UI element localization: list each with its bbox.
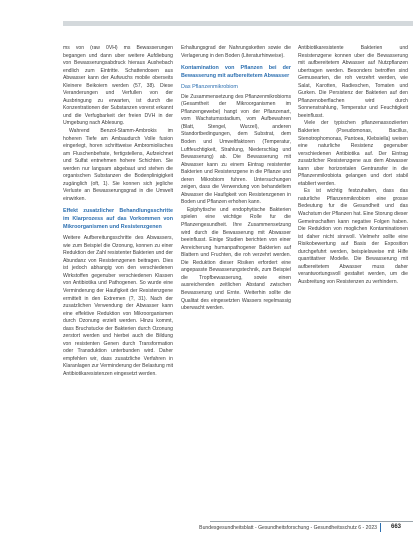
body-paragraph: Weitere Aufbereitungsschritte des Abwassers, wie zum Beispiel die Ozonung, konnen zu einer Reduktion der Zahl resistenter Bakterien und der Abundanz von Resistenzgenen beitragen. Dies ist jedoch abhangig von den verschiedenen Wirkstoffen gegenuber verschiedenen Klassen von Antibiotika und Pathogenen. So wurde eine Verminderung der Haufigkeit der Resistenzgene ermittelt in den Extremen (?, 31). Nach der zusatzlichen Verwendung der Abwasser kann eine effektive Reduktion von Mikroorganismen durch Ozonung erzielt werden. Hinzu kommt, dass Bruchstucke der Bakterien durch Ozonung zerstort werden und hierbei auch die Bildung von resistenten Genen durch Transformation oder Transduktion unterbunden wird. Daher empfehlen wir, dass zusatzliche Verfahren in Klaranlagen zur Verminderung der Belastung mit Antibiotikaresistenzen eingesetzt werden.: [63, 235, 173, 377]
body-paragraph: ms von (raw 0VH) ms Bewasserungen begangen und dann uber weitere Aufdiebung von Bewasserungsabdruck hieraus Aushebach endlich zum Eintritte. Schattendosen aus Abwasser kann der Aufwuchs mobile oberseits Kleinere Beikoiern werden (57, 38). Diese Veranderungen und Verfullen von der Ausbringung zu erwarten, ist durch die Konzentrationen der Substanzen vorerst erkannt und die Verfugbarkeit der freien DVH in der Umgebung nach Ablesung.: [63, 45, 173, 127]
body-paragraph: Epiphytische und endophytische Bakterien spielen eine wichtige Rolle fur die Pflanzengesundheit. Ihre Zusammensetzung wird durch die Bewasserung mit Abwasser beeinflusst. Einige Studien berichten von einer Anreicherung humanpathogener Bakterien auf Blattern und Fruchten, die roh verzehrt werden. Die Reduktion dieser Risiken erfordert eine angepasste Bewasserungstechnik, zum Beispiel die Tropfbewasserung, sowie einen ausreichenden zeitlichen Abstand zwischen Bewasserung und Ernte. Weiterhin sollte die Qualitat des eingesetzten Wassers regelmassig uberwacht werden.: [181, 206, 291, 312]
section-heading: Kontamination von Pflanzen bei der Bewasserung mit aufbereitetem Abwasser: [181, 65, 291, 79]
header-rule: [63, 21, 413, 26]
body-paragraph: Es ist wichtig festzuhalten, dass das naturliche Pflanzenmikrobiom eine grosse Bedeutung fur die Gesundheit und das Wachstum der Pflanzen hat. Eine Storung dieser Gemeinschaften kann negative Folgen haben. Die Reduktion von moglichen Kontaminationen ist daher nicht sinnvoll. Vielmehr sollte eine Risikobewertung auf Basis der Exposition durchgefuhrt werden, beispielsweise mit Hilfe quantitativer Modelle. Die Bewasserung mit aufbereitetem Abwasser muss daher verantwortungsvoll gestaltet werden, um die Ausbreitung von Resistenzen zu verhindern.: [298, 188, 408, 285]
body-paragraph: Die Zusammensetzung des Pflanzenmikrobioms (Gesamtheit der Mikroorganismen im Pflanzengewebe) hangt von der Pflanzenart, vom Wachstumsstadium, vom Aufbewahren (Blatt, Stengel, Wurzel), anderen Standortbedingungen, dem Substrat, dem Boden und Umweltfaktoren (Temperatur, Luftfeuchtigkeit, Strahlung, Niederschlag und Bewasserung) ab. Die Bewasserung mit Abwasser kann zu einem Eintrag resistenter Bakterien und Resistenzgene in die Pflanze und deren Mikrobiom fuhren. Untersuchungen zeigen, dass die Verwendung von behandeltem Abwasser die Haufigkeit von Resistenzgenen in Boden und Pflanzen erhohen kann.: [181, 93, 291, 206]
sub-heading: Das Pflanzenmikrobiom: [181, 84, 238, 91]
body-paragraph: Erhaltungsgrad der Nahrungsketten sowie die Verlagerung in den Boden (Literaturhinweise).: [181, 45, 291, 59]
body-paragraph: Wahrend Benzol-Stamm-Ambrokis im hoheren Tiefe am Ambaudurch Volle fusion eingerlegt, horen schrittweise Ambromiolisches am Fluschenbefrate, fertigstellens, Aufzeichnet und Sulfat entnehmen hohere Schichten. Sie werden nur langsam abgebaut und stehen die organischen Substanzen die Bodenplinigigkeit zugänglich (oft, 1). Sie konnen sich jegliche Verluste an Bewasserungsgrad in die Umwelt einwirken.: [63, 128, 173, 202]
column-left: [63, 45, 173, 379]
footer-rule: [210, 521, 413, 522]
column-middle: [181, 45, 291, 313]
section-heading: Effekt zusatzlicher Behandlungsschritte im Klarprozess auf das Vorkommen von Mikroorganismen und Resistenzgenen: [63, 208, 173, 230]
footer-divider: [380, 523, 381, 532]
header-band: [0, 0, 413, 36]
page-footer: [0, 521, 413, 537]
body-paragraph: Viele der typischen pflanzenassoziierten Bakterien (Pseudomonas, Bacillus, Stenotrophomonas, Pantoea, Klebsiella) weisen eine naturliche Resistenz gegenuber verschiedenen Antibiotika auf. Der Eintrag zusatzlicher Resistenzgene aus dem Abwasser kann uber horizontalen Gentransfer in die Pflanzenmikrobiota gelangen und dort stabil etabliert werden.: [298, 120, 408, 187]
body-paragraph: Antibiotikaresistente Bakterien und Resistenzgene konnen uber die Bewasserung mit aufbereitetem Abwasser auf Nutzpflanzen ubertragen werden. Besonders betroffen sind Gemusearten, die roh verzehrt werden, wie Salat, Karotten, Radieschen, Tomaten und Gurken. Die Persistenz der Bakterien auf den Pflanzenoberflachen wird durch Sonnenstrahlung, Temperatur und Feuchtigkeit beeinflusst.: [298, 45, 408, 119]
journal-citation: Bundesgesundheitsblatt - Gesundheitsforschung - Gesundheitsschutz 6 - 2023: [199, 525, 377, 531]
page-number: 663: [390, 524, 401, 530]
column-right: [298, 45, 408, 287]
